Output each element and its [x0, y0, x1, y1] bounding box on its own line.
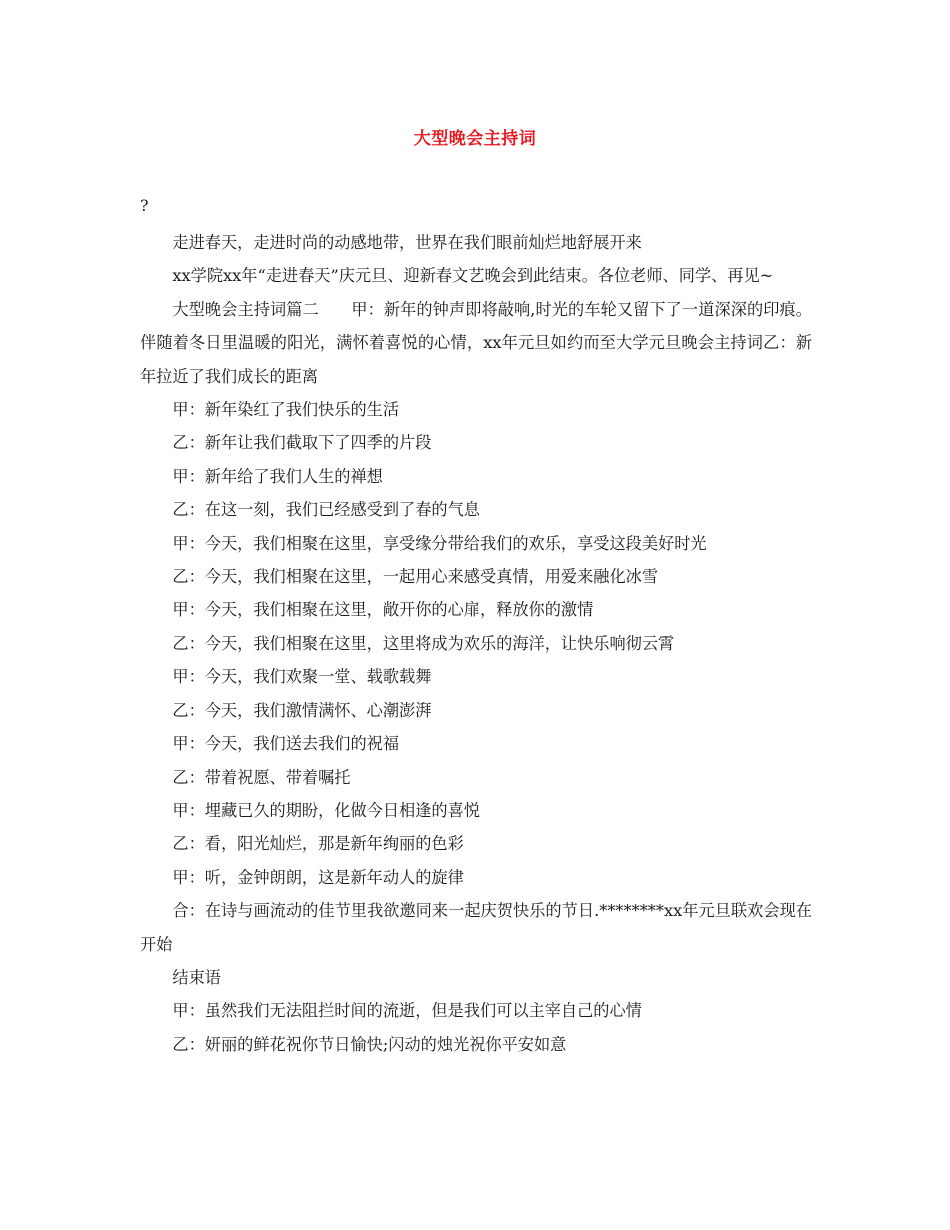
paragraph: 乙：今天，我们相聚在这里，这里将成为欢乐的海洋，让快乐响彻云霄: [172, 633, 675, 653]
paragraph: 甲：埋藏已久的期盼，化做今日相逢的喜悦: [172, 800, 480, 820]
paragraph: 甲：今天，我们欢聚一堂、载歌载舞: [172, 667, 432, 687]
paragraph: 乙：今天，我们激情满怀、心潮澎湃: [172, 700, 432, 720]
paragraph: 大型晚会主持词篇二 甲：新年的钟声即将敲响,时光的车轮又留下了一道深深的印痕。伴随着冬日里温暖的阳光，满怀着喜悦的心情，xx年元旦如约而至大学元旦晚会主持词乙：新年拉近了我们成长的距离: [140, 299, 812, 386]
paragraph: 合：在诗与画流动的佳节里我欲邀同来一起庆贺快乐的节日.********xx年元旦联欢会现在开始: [140, 901, 812, 954]
paragraph: 甲：今天，我们相聚在这里，享受缘分带给我们的欢乐，享受这段美好时光: [172, 533, 707, 553]
paragraph: 乙：今天，我们相聚在这里，一起用心来感受真情，用爱来融化冰雪: [172, 567, 659, 587]
paragraph: 乙：看，阳光灿烂，那是新年绚丽的色彩: [172, 834, 464, 854]
paragraph: xx学院xx年“走进春天”庆元旦、迎新春文艺晚会到此结束。各位老师、同学、再见~: [172, 266, 774, 286]
paragraph: 乙：带着祝愿、带着嘱托: [172, 767, 351, 787]
placeholder-mark: ?: [140, 196, 149, 215]
paragraph: 乙：新年让我们截取下了四季的片段: [172, 433, 432, 453]
paragraph: 甲：今天，我们相聚在这里，敞开你的心扉，释放你的激情: [172, 600, 594, 620]
paragraph: 甲：新年染红了我们快乐的生活: [172, 400, 400, 420]
document-body: [140, 226, 812, 1061]
section-heading: 结束语: [172, 967, 221, 987]
document-title: 大型晚会主持词: [413, 129, 537, 149]
paragraph: 甲：新年给了我们人生的禅想: [172, 466, 383, 486]
paragraph: 乙：妍丽的鲜花祝你节日愉快;闪动的烛光祝你平安如意: [172, 1034, 567, 1054]
paragraph: 甲：今天，我们送去我们的祝福: [172, 734, 400, 754]
paragraph: 走进春天，走进时尚的动感地带，世界在我们眼前灿烂地舒展开来: [172, 233, 642, 252]
paragraph: 甲：听，金钟朗朗，这是新年动人的旋律: [172, 867, 464, 887]
paragraph: 乙：在这一刻，我们已经感受到了春的气息: [172, 500, 480, 520]
paragraph: 甲：虽然我们无法阻拦时间的流逝，但是我们可以主宰自己的心情: [172, 1001, 642, 1021]
